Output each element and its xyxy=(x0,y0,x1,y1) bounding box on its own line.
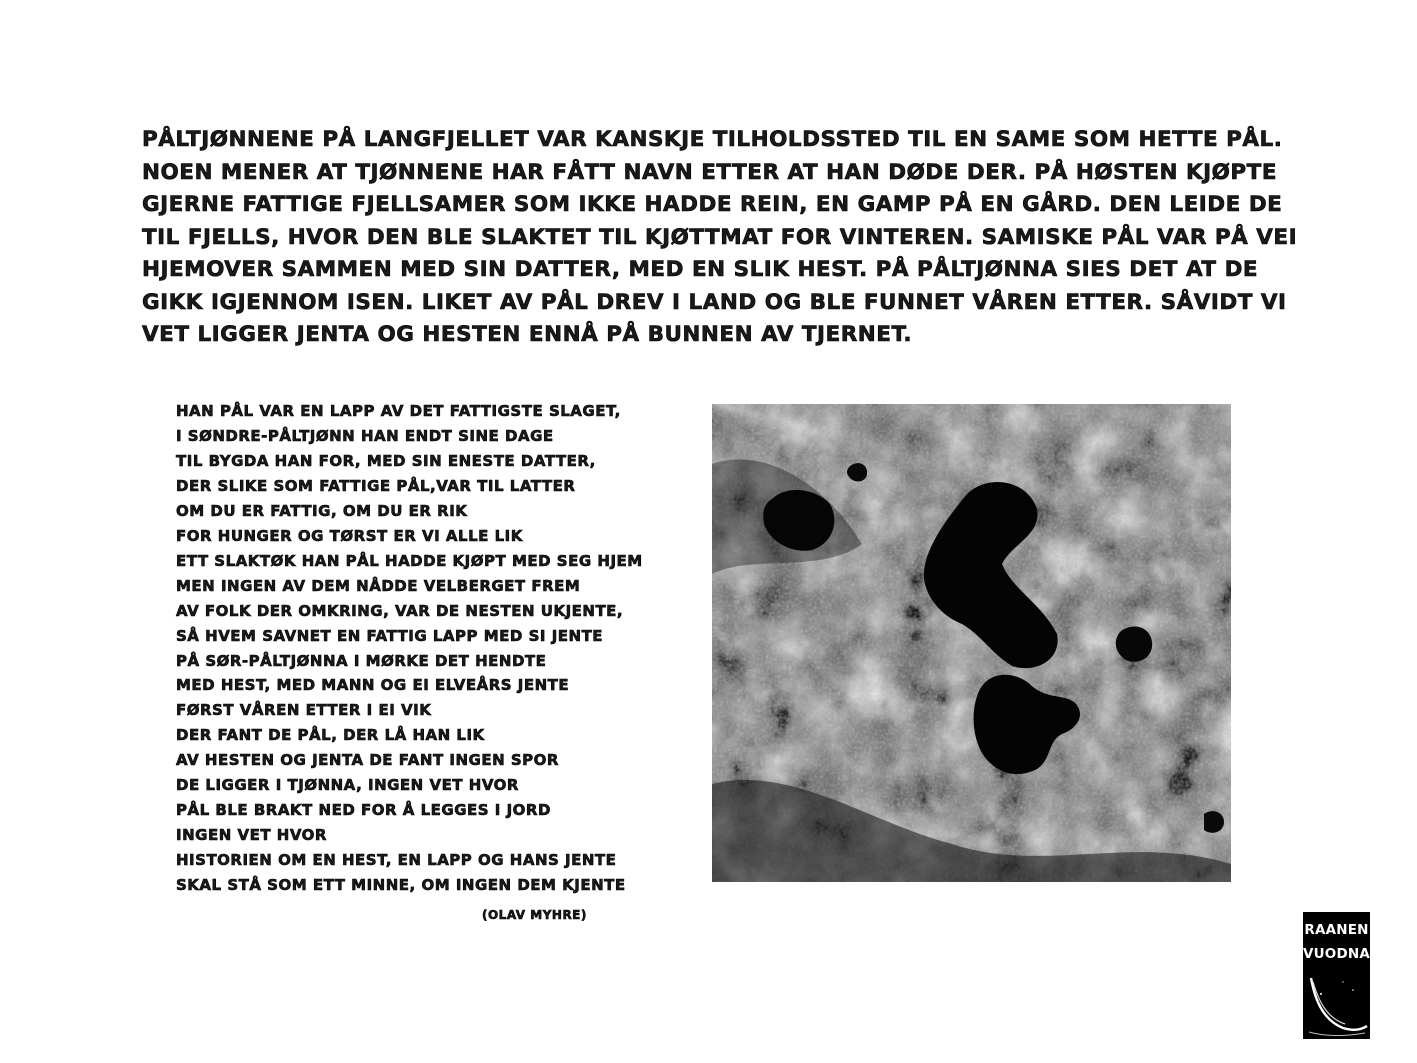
intro-paragraph xyxy=(142,124,1298,352)
poem-line: INGEN VET HVOR xyxy=(176,826,327,845)
poem-line: OM DU ER FATTIG, OM DU ER RIK xyxy=(176,501,468,520)
intro-line: NOEN MENER AT TJØNNENE HAR FÅTT NAVN ETTER AT HAN DØDE DER. PÅ HØSTEN KJØPTE xyxy=(142,159,1278,185)
poem-line: I SØNDRE-PÅLTJØNN HAN ENDT SINE DAGE xyxy=(176,426,554,445)
poem-line: TIL BYGDA HAN FOR, MED SIN ENESTE DATTER, xyxy=(176,451,596,470)
intro-line: HJEMOVER SAMMEN MED SIN DATTER, MED EN SLIK HEST. PÅ PÅLTJØNNA SIES DET AT DE xyxy=(142,257,1259,282)
poem-line: HAN PÅL VAR EN LAPP AV DET FATTIGSTE SLAGET, xyxy=(176,402,621,420)
intro-line: GIKK IGJENNOM ISEN. LIKET AV PÅL DREV I LAND OG BLE FUNNET VÅREN ETTER. SÅVIDT VI xyxy=(142,289,1287,315)
poem-line: PÅL BLE BRAKT NED FOR Å LEGGES I JORD xyxy=(176,801,551,820)
poem-line: FOR HUNGER OG TØRST ER VI ALLE LIK xyxy=(176,526,523,545)
logo-word: VUODNA xyxy=(1303,946,1370,962)
poem-author: (OLAV MYHRE) xyxy=(482,908,587,922)
raanen-vuodna-logo xyxy=(1303,912,1370,1039)
poem-line: SÅ HVEM SAVNET EN FATTIG LAPP MED SI JENTE xyxy=(176,626,604,645)
poem-line: DER FANT DE PÅL, DER LÅ HAN LIK xyxy=(176,726,485,745)
poem-line: DE LIGGER I TJØNNA, INGEN VET HVOR xyxy=(176,776,519,795)
poem-line: SKAL STÅ SOM ETT MINNE, OM INGEN DEM KJENTE xyxy=(176,876,626,895)
poem-line: AV HESTEN OG JENTA DE FANT INGEN SPOR xyxy=(176,751,559,770)
poem-line: FØRST VÅREN ETTER I EI VIK xyxy=(176,701,432,720)
boat-icon xyxy=(1303,970,1370,1039)
aerial-terrain-photo xyxy=(712,404,1231,882)
poem-line: HISTORIEN OM EN HEST, EN LAPP OG HANS JENTE xyxy=(176,851,617,870)
poem-line: PÅ SØR-PÅLTJØNNA I MØRKE DET HENDTE xyxy=(176,651,547,670)
poem-line: AV FOLK DER OMKRING, VAR DE NESTEN UKJENTE, xyxy=(176,601,624,620)
poem xyxy=(176,399,656,898)
poem-line: DER SLIKE SOM FATTIGE PÅL,VAR TIL LATTER xyxy=(176,476,576,495)
intro-line: VET LIGGER JENTA OG HESTEN ENNÅ PÅ BUNNEN AV TJERNET. xyxy=(142,322,913,347)
intro-line: TIL FJELLS, HVOR DEN BLE SLAKTET TIL KJØTTMAT FOR VINTEREN. SAMISKE PÅL VAR PÅ VEI xyxy=(142,224,1298,250)
logo-word: RAANEN xyxy=(1304,922,1369,938)
poem-line: MEN INGEN AV DEM NÅDDE VELBERGET FREM xyxy=(176,576,581,595)
intro-line: GJERNE FATTIGE FJELLSAMER SOM IKKE HADDE REIN, EN GAMP PÅ EN GÅRD. DEN LEIDE DE xyxy=(142,192,1283,217)
intro-line: PÅLTJØNNENE PÅ LANGFJELLET VAR KANSKJE TILHOLDSSTED TIL EN SAME SOM HETTE PÅL. xyxy=(142,127,1283,152)
poem-line: MED HEST, MED MANN OG EI ELVEÅRS JENTE xyxy=(176,676,570,695)
poem-line: ETT SLAKTØK HAN PÅL HADDE KJØPT MED SEG HJEM xyxy=(176,551,643,570)
